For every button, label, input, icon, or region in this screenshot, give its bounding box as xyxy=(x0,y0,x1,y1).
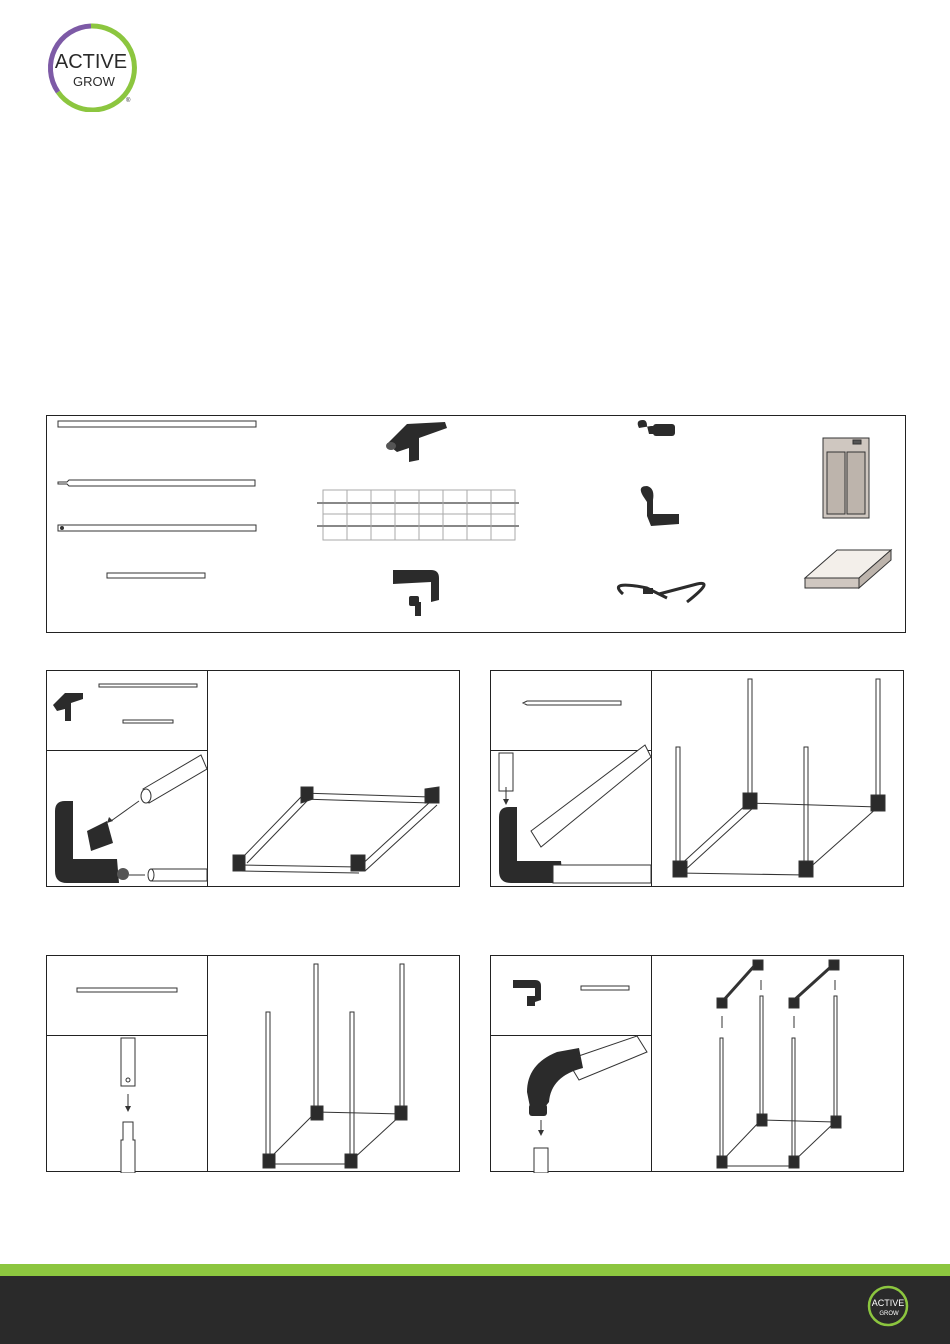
step-4-result xyxy=(717,960,841,1168)
small-hook xyxy=(638,420,675,436)
step-4-panel xyxy=(490,955,904,1172)
ratchet-strap xyxy=(618,583,704,602)
step-3-detail xyxy=(121,1038,135,1173)
footer-logo xyxy=(866,1284,910,1328)
notched-pole xyxy=(58,480,255,486)
short-pole xyxy=(107,573,205,578)
footer-bar xyxy=(0,1276,950,1344)
footer-accent-bar xyxy=(0,1264,950,1276)
step-3-parts xyxy=(77,988,177,992)
pinned-pole xyxy=(58,525,256,531)
tray xyxy=(805,550,891,588)
step-4-detail xyxy=(527,1036,647,1173)
step-3-panel xyxy=(46,955,460,1172)
tent-cover xyxy=(823,438,869,518)
step-4-parts xyxy=(513,980,629,1006)
footer-logo-line1: ACTIVE xyxy=(871,1298,905,1308)
logo-line2: GROW xyxy=(73,74,115,89)
logo-registered: ® xyxy=(126,98,131,104)
brand-logo xyxy=(44,22,138,112)
long-pole xyxy=(58,421,256,427)
step-1-panel xyxy=(46,670,460,887)
step-2-detail xyxy=(499,745,651,883)
step-1-parts xyxy=(53,684,197,723)
logo-line1: ACTIVE xyxy=(54,51,128,73)
support-bars xyxy=(317,490,519,540)
step-1-detail xyxy=(55,755,207,883)
step-1-result xyxy=(233,787,439,873)
tee-connector xyxy=(386,422,447,462)
corner-elbow xyxy=(393,570,439,616)
step-2-result xyxy=(673,679,885,877)
parts-list-panel xyxy=(46,415,906,633)
step-2-panel xyxy=(490,670,904,887)
step-2-parts xyxy=(523,701,621,705)
large-hook xyxy=(641,486,679,526)
footer-logo-line2: GROW xyxy=(879,1311,899,1317)
step-3-result xyxy=(263,964,407,1168)
